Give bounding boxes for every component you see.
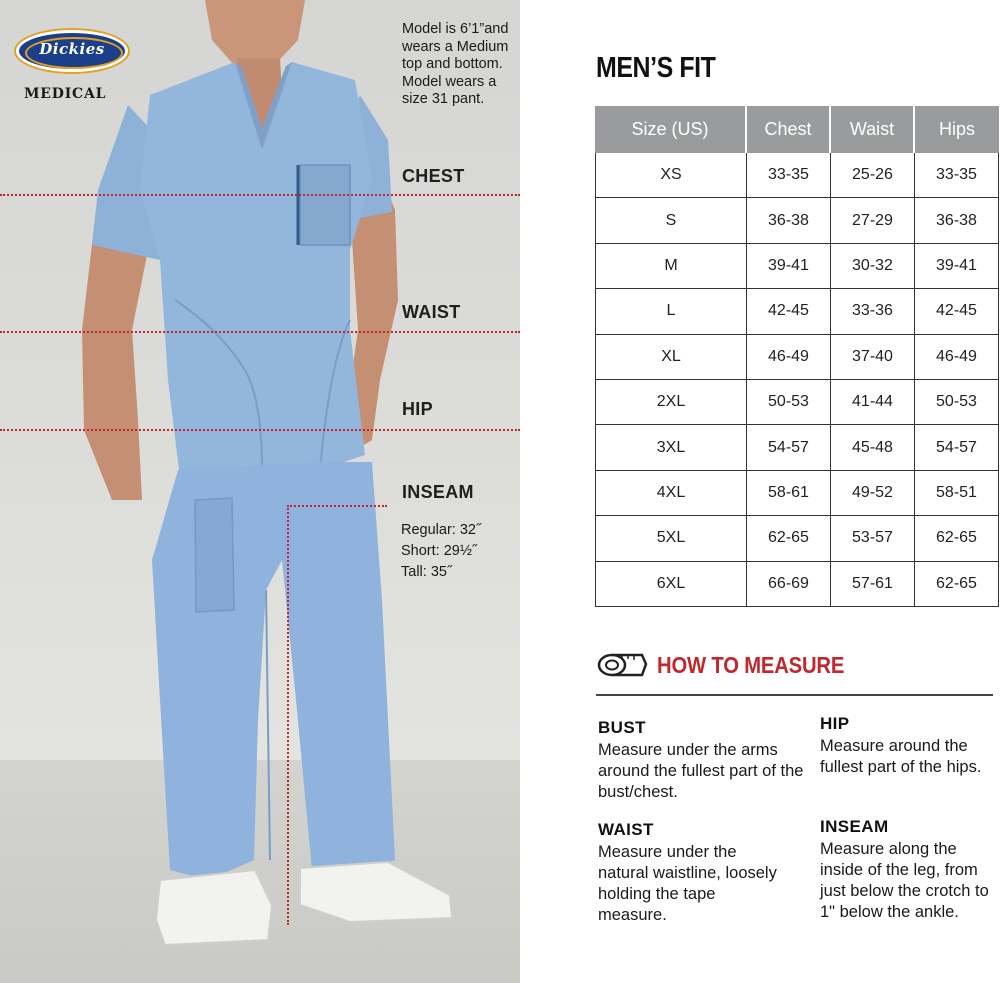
table-row [595, 471, 999, 516]
cell-size: L [595, 289, 747, 334]
cell-size: S [595, 198, 747, 243]
table-row [595, 244, 999, 289]
brand-logo [16, 30, 128, 108]
inseam-short: Short: 29½˝ [401, 543, 477, 559]
cell-size: 6XL [595, 562, 747, 607]
bust-text: Measure under the arms around the fullest part of the bust/chest. [598, 741, 804, 801]
how-to-measure-header [596, 646, 996, 686]
hip-instructions [820, 714, 1000, 778]
waist-guide-line [0, 331, 520, 333]
cell-chest: 54-57 [747, 425, 831, 470]
table-row [595, 335, 999, 380]
inseam-guide-line [287, 505, 387, 507]
cell-size: 4XL [595, 471, 747, 516]
bust-title: BUST [598, 718, 646, 737]
cell-chest: 36-38 [747, 198, 831, 243]
hip-label: HIP [402, 399, 433, 419]
cell-size: 2XL [595, 380, 747, 425]
table-row [595, 562, 999, 607]
waist-instructions [598, 820, 788, 926]
cell-hips: 50-53 [915, 380, 999, 425]
cell-size: 3XL [595, 425, 747, 470]
bust-instructions [598, 718, 808, 803]
table-row [595, 289, 999, 334]
inseam-text: Measure along the inside of the leg, from just below the crotch to 1" below the ankle. [820, 840, 989, 921]
cell-waist: 45-48 [831, 425, 915, 470]
inseam-instructions [820, 817, 1000, 923]
chest-label: CHEST [402, 166, 465, 186]
inseam-label: INSEAM [402, 482, 474, 502]
cell-chest: 46-49 [747, 335, 831, 380]
cell-hips: 36-38 [915, 198, 999, 243]
inseam-vertical-line [287, 505, 289, 925]
hip-guide-line [0, 429, 520, 431]
inseam-title: INSEAM [820, 817, 889, 836]
table-row [595, 153, 999, 198]
cell-hips: 39-41 [915, 244, 999, 289]
cell-size: XL [595, 335, 747, 380]
cell-chest: 62-65 [747, 516, 831, 561]
inseam-tall: Tall: 35˝ [401, 564, 452, 580]
table-row [595, 516, 999, 561]
cell-hips: 42-45 [915, 289, 999, 334]
waist-title: WAIST [598, 820, 654, 839]
cell-hips: 58-51 [915, 471, 999, 516]
section-divider [596, 694, 993, 696]
model-note: Model is 6’1”and wears a Medium top and bottom. Model wears a size 31 pant. [402, 21, 509, 107]
cell-chest: 50-53 [747, 380, 831, 425]
logo-subtitle: MEDICAL [24, 86, 107, 102]
how-to-measure-title: HOW TO MEASURE [657, 652, 845, 678]
cell-chest: 42-45 [747, 289, 831, 334]
cell-size: XS [595, 153, 747, 198]
header-size: Size (US) [595, 106, 747, 153]
cell-waist: 41-44 [831, 380, 915, 425]
cell-waist: 30-32 [831, 244, 915, 289]
page-title: MEN’S FIT [596, 52, 716, 84]
cell-size: M [595, 244, 747, 289]
cell-chest: 58-61 [747, 471, 831, 516]
cell-hips: 62-65 [915, 516, 999, 561]
cell-size: 5XL [595, 516, 747, 561]
cell-chest: 39-41 [747, 244, 831, 289]
chest-guide-line [0, 194, 520, 196]
table-row [595, 380, 999, 425]
header-chest: Chest [747, 106, 831, 153]
size-chart-table [595, 106, 999, 607]
table-header-row [595, 106, 999, 153]
cell-hips: 62-65 [915, 562, 999, 607]
measuring-tape-icon [596, 650, 648, 680]
cell-waist: 27-29 [831, 198, 915, 243]
cell-waist: 37-40 [831, 335, 915, 380]
waist-label: WAIST [402, 302, 461, 322]
table-row [595, 198, 999, 243]
cell-hips: 46-49 [915, 335, 999, 380]
cell-waist: 57-61 [831, 562, 915, 607]
cell-waist: 49-52 [831, 471, 915, 516]
inseam-regular: Regular: 32˝ [401, 522, 481, 538]
logo-wordmark: Dickies [39, 40, 105, 58]
inseam-sizes [401, 520, 481, 583]
hip-title: HIP [820, 714, 850, 733]
table-row [595, 425, 999, 470]
cell-waist: 33-36 [831, 289, 915, 334]
cell-hips: 33-35 [915, 153, 999, 198]
hip-text: Measure around the fullest part of the hips. [820, 737, 982, 776]
header-waist: Waist [831, 106, 915, 153]
cell-waist: 53-57 [831, 516, 915, 561]
cell-chest: 33-35 [747, 153, 831, 198]
waist-text: Measure under the natural waistline, loosely holding the tape measure. [598, 843, 777, 924]
size-rows [595, 153, 999, 607]
cell-hips: 54-57 [915, 425, 999, 470]
cell-chest: 66-69 [747, 562, 831, 607]
header-hips: Hips [915, 106, 999, 153]
cell-waist: 25-26 [831, 153, 915, 198]
